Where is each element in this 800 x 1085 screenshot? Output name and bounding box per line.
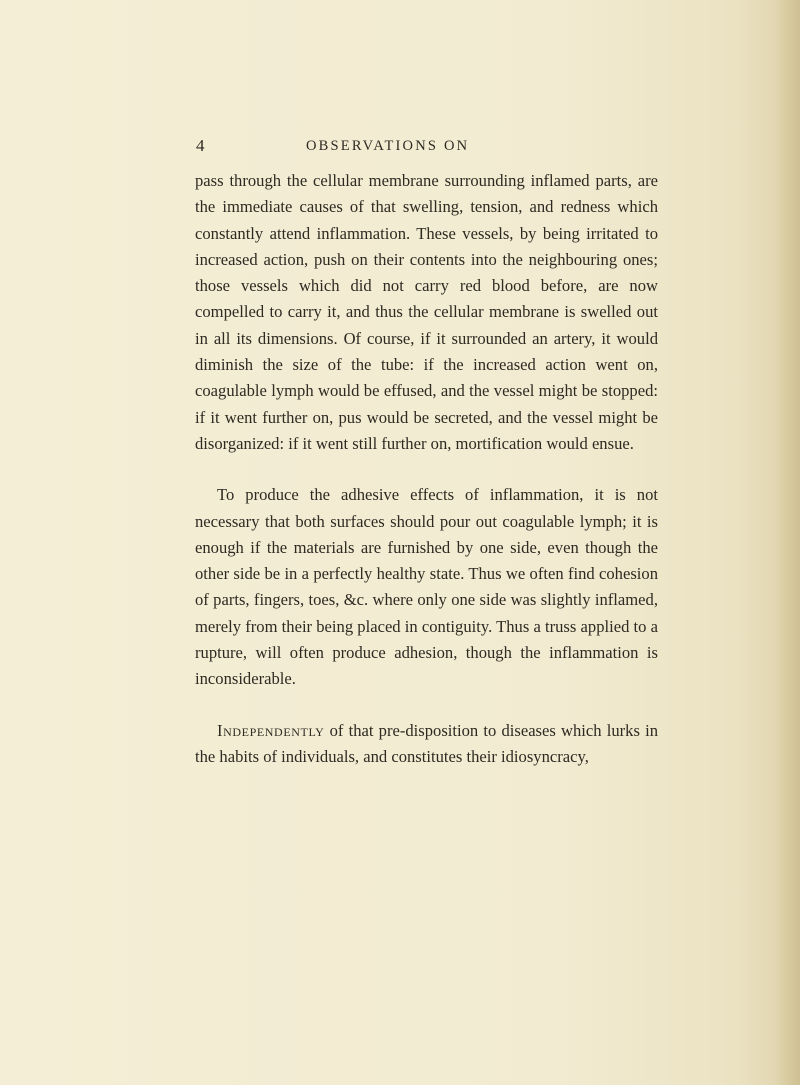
running-head: OBSERVATIONS ON: [306, 138, 470, 154]
page-number: 4: [196, 136, 205, 155]
paragraph-3: [195, 718, 658, 771]
body-text: [195, 168, 658, 770]
paragraph-1: pass through the cellular membrane surrounding inflamed parts, are the immediate causes of that swelling, tension, and redness which constantly attend inflammation. These vessels, by being irritated to increased action, push on their contents into the neighbouring ones; those vessels which did not carry red blood before, are now compelled to carry it, and thus the cellular membrane is swelled out in all its dimensions. Of course, if it surrounded an artery, it would diminish the size of the tube: if the increased action went on, coagulable lymph would be effused, and the vessel might be stopped: if it went further on, pus would be secreted, and the vessel might be disorganized: if it went still further on, mortification would ensue.: [195, 171, 658, 453]
paragraph-3-lead-word: Independently: [217, 720, 325, 740]
paragraph-2: To produce the adhesive effects of inflammation, it is not necessary that both surfaces should pour out coagulable lymph; it is enough if the materials are furnished by one side, even though the other side be in a perfectly healthy state. Thus we often find cohesion of parts, fingers, toes, &c. where only one side was slightly inflamed, merely from their being placed in contiguity. Thus a truss applied to a rupture, will often produce adhesion, though the inflammation is inconsiderable.: [195, 485, 658, 689]
page-header: [196, 136, 666, 158]
paragraph-3-text: of that pre-disposition to diseases which lurks in the habits of individuals, and constitutes their idiosyncracy,: [195, 720, 658, 766]
page-edge-shadow: [774, 0, 800, 1085]
